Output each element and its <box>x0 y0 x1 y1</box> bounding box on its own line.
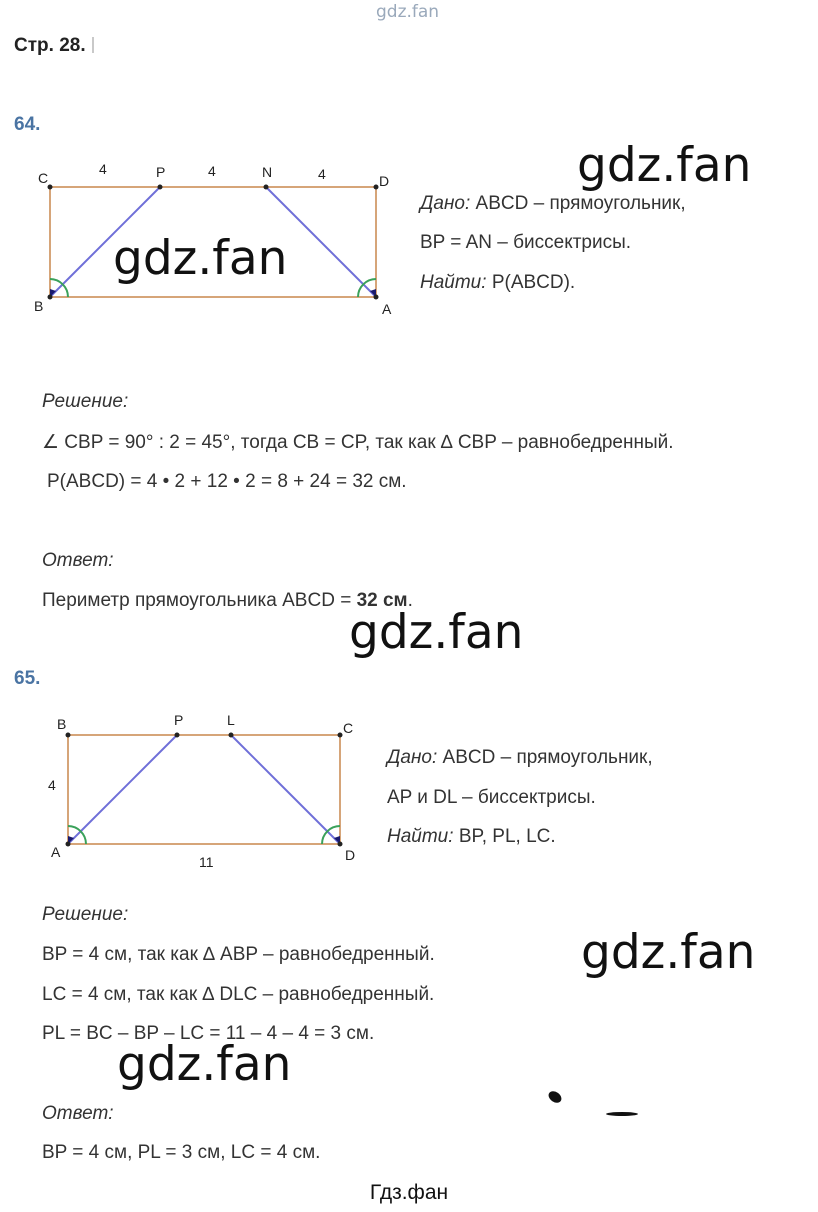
task-65-find <box>387 826 556 848</box>
label-a: A <box>382 301 392 317</box>
task-65-given-line1 <box>387 747 653 769</box>
answer-end: . <box>407 590 413 611</box>
task-64-number: 64. <box>14 114 41 135</box>
point-b <box>66 733 71 738</box>
header-watermark: gdz.fan <box>376 2 440 22</box>
point-l <box>229 733 234 738</box>
side-ab: 4 <box>48 777 56 793</box>
watermark: gdz.fan <box>581 925 756 980</box>
task-65-solution-heading: Решение: <box>42 904 129 925</box>
ink-blot <box>546 1089 563 1105</box>
task-65-number: 65. <box>14 668 41 689</box>
task-65-answer-heading: Ответ: <box>42 1103 114 1124</box>
task-65-solution-line1: BP = 4 см, так как ∆ ABP – равнобедренный. <box>42 944 435 965</box>
point-p <box>175 733 180 738</box>
label-p: P <box>174 712 184 728</box>
task-65-given-line2: AP и DL – биссектрисы. <box>387 787 596 808</box>
answer-text: Периметр прямоугольника ABCD = <box>42 590 357 611</box>
given-label: Дано: <box>387 747 438 768</box>
task-64-solution-line2: P(ABCD) = 4 • 2 + 12 • 2 = 8 + 24 = 32 см. <box>47 471 407 492</box>
label-c: C <box>343 720 354 736</box>
find-value: P(ABCD). <box>491 272 576 293</box>
task-65-solution-line3: PL = BC – BP – LC = 11 – 4 – 4 = 3 см. <box>42 1023 375 1044</box>
watermark: gdz.fan <box>117 1037 292 1092</box>
watermark: gdz.fan <box>349 605 524 660</box>
bisector-ap <box>68 735 177 844</box>
point-c <box>338 733 343 738</box>
page-reference-text: Стр. 28. <box>14 35 86 56</box>
task-64-solution-line1: ∠ CBP = 90° : 2 = 45°, тогда CB = CP, так как ∆ CBP – равнобедренный. <box>42 432 674 453</box>
given-text: ABCD – прямоугольник, <box>475 193 686 214</box>
bisector-dl <box>231 735 340 844</box>
task-65-solution-line2: LC = 4 см, так как ∆ DLC – равнобедренный. <box>42 984 435 1005</box>
label-l: L <box>227 712 235 728</box>
label-d: D <box>379 173 390 189</box>
task-64-given-line2: BP = AN – биссектрисы. <box>420 232 632 253</box>
watermark: gdz.fan <box>577 138 752 193</box>
segment-nd: 4 <box>318 166 326 182</box>
label-a: A <box>51 844 61 860</box>
find-label: Найти: <box>387 826 454 847</box>
find-value: BP, PL, LC. <box>458 826 556 847</box>
label-b: B <box>57 716 67 732</box>
given-label: Дано: <box>420 193 471 214</box>
footer-text: Гдз.фан <box>369 1181 449 1204</box>
given-text: ABCD – прямоугольник, <box>442 747 653 768</box>
segment-cp: 4 <box>99 161 107 177</box>
task-64-answer-heading: Ответ: <box>42 550 114 571</box>
watermark: gdz.fan <box>113 231 288 286</box>
side-ad: 11 <box>199 854 214 870</box>
label-d: D <box>345 847 356 863</box>
label-b: B <box>34 298 44 314</box>
answer-value: 32 см <box>356 590 408 611</box>
rectangle-abcd <box>68 735 340 844</box>
label-n: N <box>262 164 273 180</box>
segment-pn: 4 <box>208 163 216 179</box>
ink-blot <box>606 1112 638 1116</box>
label-c: C <box>38 170 49 186</box>
task-64-solution-heading: Решение: <box>42 391 129 412</box>
point-a <box>66 842 71 847</box>
point-d <box>338 842 343 847</box>
find-label: Найти: <box>420 272 487 293</box>
label-p: P <box>156 164 166 180</box>
task-65-answer: BP = 4 см, PL = 3 см, LC = 4 см. <box>42 1142 321 1163</box>
